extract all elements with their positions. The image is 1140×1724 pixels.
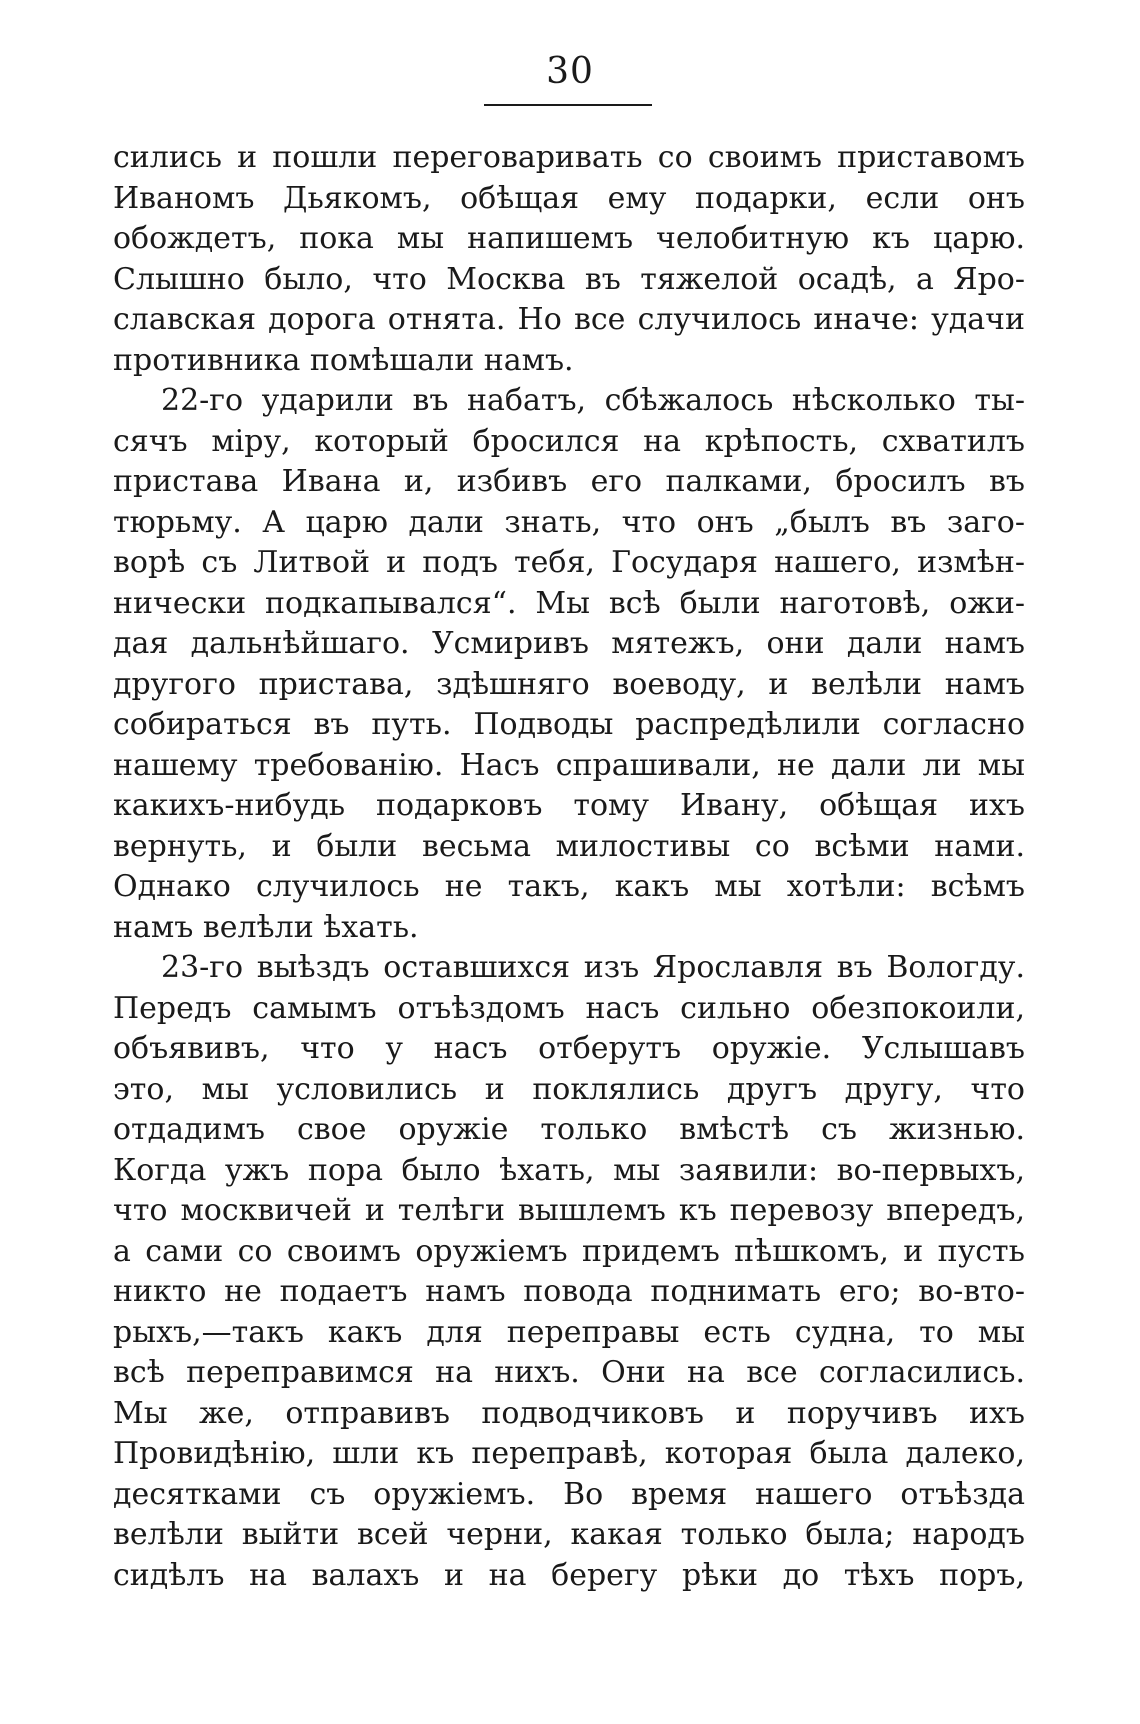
text-line: собираться въ путь. Подводы распредѣлили согласно [113, 707, 1025, 742]
text-line: нашему требованію. Насъ спрашивали, не дали ли мы [113, 747, 1025, 783]
paragraph-3 [113, 948, 1025, 1596]
text-line: а сами со своимъ оружіемъ придемъ пѣшкомъ, и пусть [113, 1233, 1025, 1269]
text-line: сячъ міру, который бросился на крѣпость, схватилъ [113, 423, 1025, 459]
text-line: велѣли выйти всей черни, какая только была; народъ [113, 1517, 1025, 1552]
text-line: Мы же, отправивъ подводчиковъ и поручивъ ихъ [113, 1395, 1025, 1431]
text-line: намъ велѣли ѣхать. [113, 909, 419, 945]
text-line: 22-го ударили въ набатъ, сбѣжалось нѣсколько ты- [161, 383, 1025, 418]
page-number-rule [484, 104, 652, 106]
text-line: Когда ужъ пора было ѣхать, мы заявили: во-первыхъ, [113, 1152, 1025, 1188]
text-line: пристава Ивана и, избивъ его палками, бросилъ въ [113, 464, 1025, 499]
text-line: вернуть, и были весьма милостивы со всѣми нами. [113, 828, 1025, 864]
paragraph-2 [113, 381, 1025, 948]
text-line: Провидѣнію, шли къ переправѣ, которая была далеко, [113, 1436, 1025, 1471]
text-line: 23-го выѣздъ оставшихся изъ Ярославля въ Вологду. [161, 950, 1025, 985]
text-line: Слышно было, что Москва въ тяжелой осадѣ, а Яро- [113, 261, 1025, 297]
body-text [113, 138, 1025, 1596]
text-line: объявивъ, что у насъ отберутъ оружіе. Услышавъ [113, 1031, 1025, 1066]
text-line: сидѣлъ на валахъ и на берегу рѣки до тѣхъ поръ, [113, 1557, 1025, 1593]
text-line: Иваномъ Дьякомъ, обѣщая ему подарки, если онъ [113, 180, 1025, 216]
text-line: никто не подаетъ намъ повода поднимать его; во-вто- [113, 1274, 1025, 1309]
text-line: отдадимъ свое оружіе только вмѣстѣ съ жизнью. [113, 1112, 1025, 1147]
text-line: что москвичей и телѣги вышлемъ къ перевозу впередъ, [113, 1193, 1025, 1228]
text-line: дая дальнѣйшаго. Усмиривъ мятежъ, они дали намъ [113, 626, 1025, 661]
text-line: Передъ самымъ отъѣздомъ насъ сильно обезпокоили, [113, 990, 1025, 1026]
text-line: нически подкапывался“. Мы всѣ были наготовѣ, ожи- [113, 585, 1025, 621]
text-line: противника помѣшали намъ. [113, 342, 574, 378]
paragraph-1 [113, 138, 1025, 381]
text-line: славская дорога отнята. Но все случилось иначе: удачи [113, 302, 1025, 337]
text-line: это, мы условились и поклялись другъ другу, что [113, 1071, 1025, 1107]
text-line: ворѣ съ Литвой и подъ тебя, Государя нашего, измѣн- [113, 545, 1025, 580]
text-line: другого пристава, здѣшняго воеводу, и велѣли намъ [113, 666, 1025, 702]
page-number: 30 [546, 51, 594, 92]
text-line: какихъ-нибудь подарковъ тому Ивану, обѣщая ихъ [113, 788, 1025, 823]
text-line: сились и пошли переговаривать со своимъ приставомъ [113, 140, 1025, 175]
text-line: всѣ переправимся на нихъ. Они на все согласились. [113, 1355, 1025, 1390]
text-line: тюрьму. А царю дали знать, что онъ „былъ въ заго- [113, 504, 1025, 540]
text-line: десятками съ оружіемъ. Во время нашего отъѣзда [113, 1476, 1025, 1512]
text-line: Однако случилось не такъ, какъ мы хотѣли: всѣмъ [113, 869, 1025, 904]
text-line: обождетъ, пока мы напишемъ челобитную къ царю. [113, 221, 1025, 256]
text-line: рыхъ,—такъ какъ для переправы есть судна, то мы [113, 1314, 1025, 1350]
